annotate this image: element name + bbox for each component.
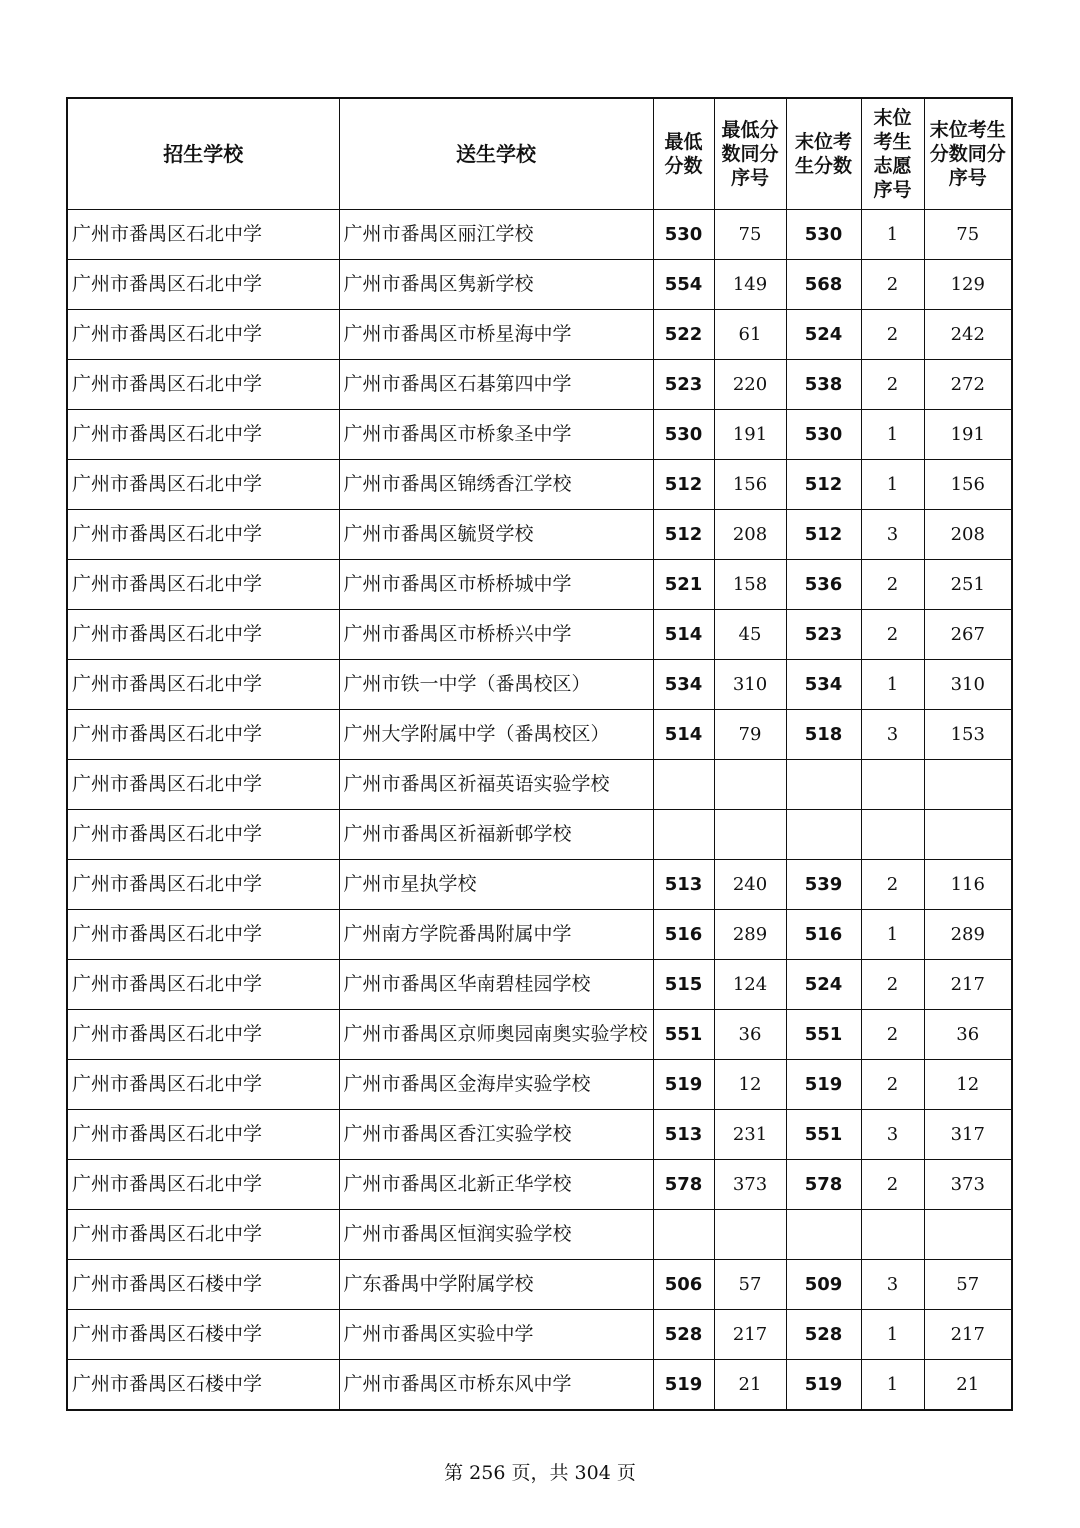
cell-admitting-school: 广州市番禺区石北中学 (67, 1160, 339, 1210)
header-last-score (786, 98, 861, 210)
cell-last-score-tie-rank: 317 (924, 1110, 1012, 1160)
header-last-score-tie-rank (924, 98, 1012, 210)
cell-last-choice-rank: 2 (861, 1010, 924, 1060)
cell-last-choice-rank: 2 (861, 610, 924, 660)
cell-min-score-tie-rank (714, 1210, 786, 1260)
cell-last-score: 519 (786, 1060, 861, 1110)
cell-sending-school: 广州市番禺区毓贤学校 (339, 510, 653, 560)
cell-last-choice-rank: 1 (861, 210, 924, 260)
cell-min-score: 522 (653, 310, 714, 360)
header-line: 末位考生 (929, 119, 1006, 141)
cell-last-score-tie-rank: 310 (924, 660, 1012, 710)
cell-min-score-tie-rank (714, 810, 786, 860)
cell-min-score-tie-rank: 124 (714, 960, 786, 1010)
cell-min-score-tie-rank: 75 (714, 210, 786, 260)
cell-admitting-school: 广州市番禺区石北中学 (67, 510, 339, 560)
header-line: 序号 (873, 179, 912, 201)
table-row (67, 910, 1012, 960)
cell-min-score: 512 (653, 460, 714, 510)
table-body (67, 210, 1012, 1411)
table-row (67, 460, 1012, 510)
cell-last-score-tie-rank: 75 (924, 210, 1012, 260)
header-line: 分数 (664, 155, 703, 177)
cell-last-score-tie-rank: 57 (924, 1260, 1012, 1310)
cell-last-choice-rank: 2 (861, 260, 924, 310)
header-line: 生分数 (794, 155, 852, 177)
admission-score-table (66, 97, 1013, 1411)
cell-last-choice-rank (861, 760, 924, 810)
cell-last-choice-rank: 2 (861, 1160, 924, 1210)
cell-admitting-school: 广州市番禺区石北中学 (67, 460, 339, 510)
cell-last-score: 536 (786, 560, 861, 610)
cell-admitting-school: 广州市番禺区石北中学 (67, 1010, 339, 1060)
cell-admitting-school: 广州市番禺区石北中学 (67, 860, 339, 910)
cell-last-score (786, 810, 861, 860)
cell-min-score-tie-rank: 156 (714, 460, 786, 510)
cell-sending-school: 广州市番禺区京师奥园南奥实验学校 (339, 1010, 653, 1060)
table-row (67, 210, 1012, 260)
cell-min-score: 519 (653, 1060, 714, 1110)
table-row (67, 1010, 1012, 1060)
cell-last-score: 530 (786, 210, 861, 260)
cell-last-score: 538 (786, 360, 861, 410)
cell-sending-school: 广州市番禺区北新正华学校 (339, 1160, 653, 1210)
cell-sending-school: 广州市番禺区丽江学校 (339, 210, 653, 260)
cell-admitting-school: 广州市番禺区石北中学 (67, 610, 339, 660)
cell-last-score-tie-rank: 289 (924, 910, 1012, 960)
cell-last-choice-rank: 1 (861, 460, 924, 510)
cell-min-score: 578 (653, 1160, 714, 1210)
cell-min-score: 516 (653, 910, 714, 960)
cell-last-score: 518 (786, 710, 861, 760)
cell-admitting-school: 广州市番禺区石北中学 (67, 260, 339, 310)
cell-last-choice-rank: 3 (861, 710, 924, 760)
cell-last-score: 524 (786, 310, 861, 360)
header-line: 序号 (730, 167, 769, 189)
header-line: 末位考 (794, 131, 852, 153)
cell-min-score: 519 (653, 1360, 714, 1411)
header-line: 末位 (873, 107, 912, 129)
cell-admitting-school: 广州市番禺区石北中学 (67, 310, 339, 360)
cell-min-score-tie-rank: 158 (714, 560, 786, 610)
table-row (67, 860, 1012, 910)
cell-min-score: 523 (653, 360, 714, 410)
cell-last-choice-rank: 3 (861, 1110, 924, 1160)
table-row (67, 310, 1012, 360)
cell-min-score: 530 (653, 210, 714, 260)
header-min-score-tie-rank (714, 98, 786, 210)
cell-last-score: 551 (786, 1110, 861, 1160)
cell-sending-school: 广州市番禺区锦绣香江学校 (339, 460, 653, 510)
header-last-choice-rank (861, 98, 924, 210)
cell-last-score: 519 (786, 1360, 861, 1411)
cell-min-score-tie-rank: 36 (714, 1010, 786, 1060)
cell-last-score: 512 (786, 510, 861, 560)
cell-last-score-tie-rank: 267 (924, 610, 1012, 660)
cell-min-score-tie-rank: 373 (714, 1160, 786, 1210)
cell-sending-school: 广州大学附属中学（番禺校区） (339, 710, 653, 760)
cell-min-score-tie-rank: 21 (714, 1360, 786, 1411)
table-row (67, 1110, 1012, 1160)
cell-min-score-tie-rank: 289 (714, 910, 786, 960)
cell-sending-school: 广州市番禺区祈福新邨学校 (339, 810, 653, 860)
header-line: 分数同分 (929, 143, 1006, 165)
cell-min-score-tie-rank: 310 (714, 660, 786, 710)
cell-last-score: 551 (786, 1010, 861, 1060)
cell-min-score: 513 (653, 860, 714, 910)
cell-last-score: 524 (786, 960, 861, 1010)
table-row (67, 1310, 1012, 1360)
table-row (67, 1210, 1012, 1260)
table-row (67, 760, 1012, 810)
cell-sending-school: 广州市番禺区市桥星海中学 (339, 310, 653, 360)
table-row (67, 960, 1012, 1010)
table-row (67, 660, 1012, 710)
cell-sending-school: 广州市番禺区华南碧桂园学校 (339, 960, 653, 1010)
cell-last-score-tie-rank: 156 (924, 460, 1012, 510)
cell-sending-school: 广州市铁一中学（番禺校区） (339, 660, 653, 710)
table-row (67, 360, 1012, 410)
cell-last-score: 523 (786, 610, 861, 660)
cell-min-score-tie-rank: 217 (714, 1310, 786, 1360)
cell-min-score: 551 (653, 1010, 714, 1060)
cell-last-score-tie-rank: 208 (924, 510, 1012, 560)
cell-last-choice-rank: 2 (861, 360, 924, 410)
cell-last-score-tie-rank: 129 (924, 260, 1012, 310)
table-row (67, 1360, 1012, 1411)
cell-last-score: 516 (786, 910, 861, 960)
cell-last-choice-rank: 2 (861, 860, 924, 910)
cell-sending-school: 广东番禺中学附属学校 (339, 1260, 653, 1310)
cell-min-score-tie-rank: 79 (714, 710, 786, 760)
cell-last-score: 512 (786, 460, 861, 510)
table-row (67, 560, 1012, 610)
cell-last-score-tie-rank (924, 1210, 1012, 1260)
cell-last-score-tie-rank: 21 (924, 1360, 1012, 1411)
cell-min-score: 534 (653, 660, 714, 710)
header-row (67, 98, 1012, 210)
cell-sending-school: 广州市番禺区市桥东风中学 (339, 1360, 653, 1411)
cell-admitting-school: 广州市番禺区石北中学 (67, 760, 339, 810)
cell-sending-school: 广州市番禺区祈福英语实验学校 (339, 760, 653, 810)
cell-min-score-tie-rank: 57 (714, 1260, 786, 1310)
cell-admitting-school: 广州市番禺区石楼中学 (67, 1260, 339, 1310)
cell-admitting-school: 广州市番禺区石北中学 (67, 210, 339, 260)
table-row (67, 260, 1012, 310)
header-min-score (653, 98, 714, 210)
cell-admitting-school: 广州市番禺区石北中学 (67, 560, 339, 610)
cell-min-score: 514 (653, 610, 714, 660)
cell-last-choice-rank: 1 (861, 910, 924, 960)
cell-min-score (653, 810, 714, 860)
cell-sending-school: 广州市番禺区恒润实验学校 (339, 1210, 653, 1260)
header-line: 志愿 (873, 155, 912, 177)
cell-last-score: 530 (786, 410, 861, 460)
cell-sending-school: 广州市番禺区市桥桥城中学 (339, 560, 653, 610)
cell-min-score-tie-rank: 12 (714, 1060, 786, 1110)
cell-admitting-school: 广州市番禺区石北中学 (67, 1210, 339, 1260)
cell-last-choice-rank: 2 (861, 560, 924, 610)
header-sending-school: 送生学校 (339, 98, 653, 210)
cell-min-score: 506 (653, 1260, 714, 1310)
cell-last-choice-rank: 2 (861, 1060, 924, 1110)
cell-admitting-school: 广州市番禺区石楼中学 (67, 1360, 339, 1411)
cell-sending-school: 广州市番禺区石碁第四中学 (339, 360, 653, 410)
cell-last-choice-rank: 2 (861, 960, 924, 1010)
cell-sending-school: 广州市番禺区隽新学校 (339, 260, 653, 310)
cell-last-choice-rank: 2 (861, 310, 924, 360)
cell-sending-school: 广州市番禺区实验中学 (339, 1310, 653, 1360)
header-line: 序号 (948, 167, 987, 189)
cell-last-score-tie-rank: 36 (924, 1010, 1012, 1060)
cell-min-score-tie-rank: 240 (714, 860, 786, 910)
table-row (67, 1060, 1012, 1110)
cell-last-score-tie-rank: 191 (924, 410, 1012, 460)
cell-min-score: 512 (653, 510, 714, 560)
cell-last-score-tie-rank: 217 (924, 1310, 1012, 1360)
cell-last-score: 528 (786, 1310, 861, 1360)
header-admitting-school: 招生学校 (67, 98, 339, 210)
cell-admitting-school: 广州市番禺区石北中学 (67, 660, 339, 710)
cell-min-score-tie-rank: 191 (714, 410, 786, 460)
cell-last-score-tie-rank: 116 (924, 860, 1012, 910)
table-row (67, 810, 1012, 860)
cell-last-score-tie-rank: 242 (924, 310, 1012, 360)
cell-last-choice-rank (861, 1210, 924, 1260)
cell-admitting-school: 广州市番禺区石楼中学 (67, 1310, 339, 1360)
cell-admitting-school: 广州市番禺区石北中学 (67, 960, 339, 1010)
cell-last-score-tie-rank: 373 (924, 1160, 1012, 1210)
cell-last-choice-rank: 3 (861, 1260, 924, 1310)
cell-last-score: 534 (786, 660, 861, 710)
cell-admitting-school: 广州市番禺区石北中学 (67, 360, 339, 410)
cell-last-choice-rank (861, 810, 924, 860)
cell-min-score-tie-rank: 45 (714, 610, 786, 660)
cell-last-score: 539 (786, 860, 861, 910)
cell-admitting-school: 广州市番禺区石北中学 (67, 410, 339, 460)
cell-last-choice-rank: 1 (861, 1360, 924, 1411)
cell-min-score: 530 (653, 410, 714, 460)
cell-min-score: 528 (653, 1310, 714, 1360)
cell-last-score-tie-rank: 272 (924, 360, 1012, 410)
cell-min-score-tie-rank: 149 (714, 260, 786, 310)
cell-sending-school: 广州市番禺区市桥象圣中学 (339, 410, 653, 460)
cell-admitting-school: 广州市番禺区石北中学 (67, 710, 339, 760)
cell-sending-school: 广州市星执学校 (339, 860, 653, 910)
cell-last-score-tie-rank: 153 (924, 710, 1012, 760)
table-row (67, 710, 1012, 760)
cell-admitting-school: 广州市番禺区石北中学 (67, 810, 339, 860)
header-line: 最低分 (721, 119, 779, 141)
cell-last-choice-rank: 3 (861, 510, 924, 560)
table-row (67, 1260, 1012, 1310)
cell-sending-school: 广州市番禺区金海岸实验学校 (339, 1060, 653, 1110)
cell-last-score (786, 1210, 861, 1260)
cell-admitting-school: 广州市番禺区石北中学 (67, 1110, 339, 1160)
cell-last-choice-rank: 1 (861, 660, 924, 710)
table-row (67, 410, 1012, 460)
cell-admitting-school: 广州市番禺区石北中学 (67, 910, 339, 960)
cell-min-score-tie-rank: 220 (714, 360, 786, 410)
cell-min-score: 521 (653, 560, 714, 610)
cell-last-score (786, 760, 861, 810)
cell-min-score: 515 (653, 960, 714, 1010)
cell-min-score: 513 (653, 1110, 714, 1160)
cell-sending-school: 广州南方学院番禺附属中学 (339, 910, 653, 960)
cell-min-score: 514 (653, 710, 714, 760)
table-row (67, 1160, 1012, 1210)
header-line: 数同分 (721, 143, 779, 165)
cell-min-score-tie-rank: 208 (714, 510, 786, 560)
cell-last-score-tie-rank: 217 (924, 960, 1012, 1010)
cell-sending-school: 广州市番禺区市桥桥兴中学 (339, 610, 653, 660)
table-row (67, 610, 1012, 660)
cell-last-score-tie-rank: 12 (924, 1060, 1012, 1110)
cell-last-score-tie-rank: 251 (924, 560, 1012, 610)
cell-last-score: 509 (786, 1260, 861, 1310)
table-row (67, 510, 1012, 560)
cell-last-score: 568 (786, 260, 861, 310)
cell-min-score-tie-rank: 231 (714, 1110, 786, 1160)
cell-last-score: 578 (786, 1160, 861, 1210)
header-line: 最低 (664, 131, 703, 153)
cell-min-score (653, 1210, 714, 1260)
header-line: 考生 (873, 131, 912, 153)
cell-last-choice-rank: 1 (861, 1310, 924, 1360)
cell-last-score-tie-rank (924, 810, 1012, 860)
cell-min-score: 554 (653, 260, 714, 310)
cell-min-score-tie-rank (714, 760, 786, 810)
cell-min-score (653, 760, 714, 810)
cell-admitting-school: 广州市番禺区石北中学 (67, 1060, 339, 1110)
cell-sending-school: 广州市番禺区香江实验学校 (339, 1110, 653, 1160)
page-number-footer: 第 256 页，共 304 页 (444, 1462, 636, 1484)
cell-last-score-tie-rank (924, 760, 1012, 810)
cell-min-score-tie-rank: 61 (714, 310, 786, 360)
cell-last-choice-rank: 1 (861, 410, 924, 460)
